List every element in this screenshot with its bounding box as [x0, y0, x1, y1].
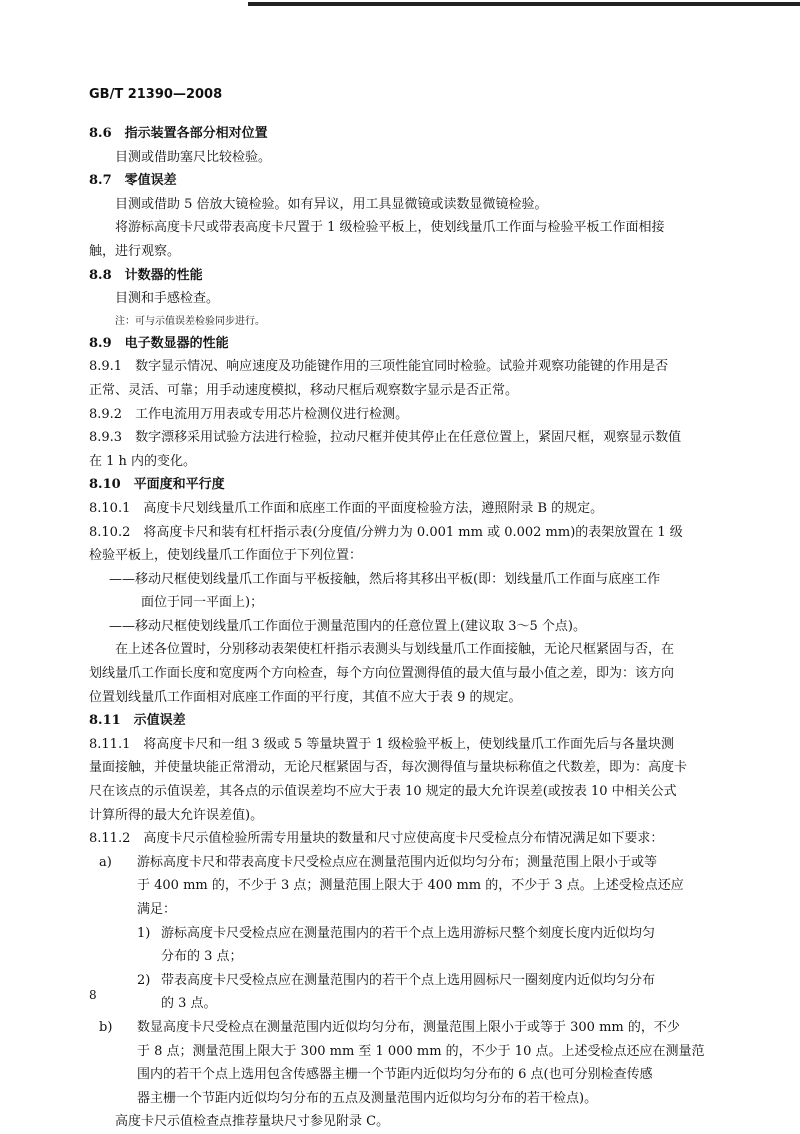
paragraph-line: [89, 638, 725, 662]
line-text: 围内的若干个点上选用包含传感器主栅一个节距内近似均匀分布的 6 点(也可分别检查传感: [137, 1067, 653, 1083]
paragraph-line: [89, 804, 725, 828]
line-text: 8.11.2 高度卡尺示值检验所需专用量块的数量和尺寸应使高度卡尺受检点分布情况满足如下要求：: [89, 831, 664, 847]
paragraph-line: [89, 403, 725, 427]
line-text: 8.9.1 数字显示情况、响应速度及功能键作用的三项性能宜同时检验。试验并观察功能键的作用是否: [89, 359, 669, 375]
paragraph-line: [89, 355, 725, 379]
paragraph-line: [89, 1040, 725, 1064]
paragraph-line: [89, 544, 725, 568]
paragraph-line: [89, 240, 725, 264]
line-text: ——移动尺框使划线量爪工作面与平板接触，然后将其移出平板(即：划线量爪工作面与底座工作: [109, 571, 661, 587]
paragraph-line: [89, 662, 725, 686]
line-text: 满足：: [137, 902, 177, 917]
paragraph-line: [89, 945, 725, 969]
paragraph-line: [89, 898, 725, 922]
paragraph-line: [89, 521, 725, 545]
paragraph-line: [89, 922, 725, 946]
paragraph-line: [89, 568, 725, 592]
paragraph-line: [89, 780, 725, 804]
line-text: 量面接触，并使量块能正常滑动，无论尺框紧固与否，每次测得值与量块标称值之代数差，即为：高度卡: [89, 760, 688, 776]
line-text: 位置划线量爪工作面相对底座工作面的平行度，其值不应大于表 9 的规定。: [89, 689, 522, 705]
section-heading: [89, 709, 725, 733]
line-text: 目测或借助塞尺比较检验。: [115, 149, 272, 165]
line-text: 正常、灵活、可靠；用手动速度模拟，移动尺框后观察数字显示是否正常。: [89, 382, 519, 398]
section-heading: [89, 473, 725, 497]
line-text: 面位于同一平面上)；: [141, 595, 264, 611]
paragraph-line: [89, 686, 725, 710]
line-text: 注：可与示值误差检验同步进行。: [115, 315, 265, 327]
note-text: [89, 311, 725, 332]
line-text: 8.8 计数器的性能: [89, 267, 203, 283]
list-label: 2): [137, 972, 151, 988]
paragraph-line: [89, 379, 725, 403]
line-text: 计算所得的最大允许误差值)。: [89, 807, 264, 823]
paragraph-line: [89, 287, 725, 311]
paragraph-line: [89, 827, 725, 851]
section-heading: [89, 264, 725, 288]
line-text: 8.10.2 将高度卡尺和装有杠杆指示表(分度值/分辨力为 0.001 mm 或 0.002 mm)的表架放置在 1 级: [89, 524, 683, 540]
line-text: 游标高度卡尺受检点应在测量范围内的若干个点上选用游标尺整个刻度长度内近似均匀: [161, 925, 656, 941]
header-rule: [248, 2, 800, 6]
paragraph-line: [89, 426, 725, 450]
paragraph-line: [89, 1087, 725, 1111]
standard-number: GB/T 21390—2008: [89, 87, 223, 102]
paragraph-line: [89, 733, 725, 757]
line-text: 目测和手感检查。: [115, 291, 220, 307]
paragraph-line: [89, 450, 725, 474]
paragraph-line: [89, 216, 725, 240]
body-text: [89, 122, 725, 1134]
paragraph-line: [89, 146, 725, 170]
line-text: 将游标高度卡尺或带表高度卡尺置于 1 级检验平板上，使划线量爪工作面与检验平板工作面相接: [115, 220, 665, 236]
list-label: b): [99, 1019, 113, 1035]
line-text: 分布的 3 点；: [161, 949, 243, 965]
section-heading: [89, 122, 725, 146]
section-heading: [89, 332, 725, 356]
line-text: ——移动尺框使划线量爪工作面位于测量范围内的任意位置上(建议取 3～5 个点)。: [109, 618, 586, 634]
paragraph-line: [89, 874, 725, 898]
paragraph-line: [89, 1110, 725, 1134]
list-label: a): [99, 854, 112, 870]
line-text: 划线量爪工作面长度和宽度两个方向检查，每个方向位置测得值的最大值与最小值之差，即为：该方向: [89, 666, 675, 682]
line-text: 8.6 指示装置各部分相对位置: [89, 126, 268, 141]
paragraph-line: [89, 591, 725, 615]
paragraph-line: [89, 969, 725, 993]
line-text: 的 3 点。: [161, 996, 217, 1012]
line-text: 数显高度卡尺受检点在测量范围内近似均匀分布，测量范围上限小于或等于 300 mm 的，不少: [137, 1019, 680, 1035]
line-text: 检验平板上，使划线量爪工作面位于下列位置：: [89, 548, 363, 564]
line-text: 高度卡尺示值检查点推荐量块尺寸参见附录 C。: [115, 1114, 390, 1130]
paragraph-line: [89, 992, 725, 1016]
line-text: 触，进行观察。: [89, 243, 181, 259]
line-text: 8.11 示值误差: [89, 713, 186, 729]
line-text: 8.11.1 将高度卡尺和一组 3 级或 5 等量块置于 1 级检验平板上，使划线量爪工作面先后与各量块测: [89, 736, 674, 752]
paragraph-line: [89, 851, 725, 875]
line-text: 器主栅一个节距内近似均匀分布的五点及测量范围内近似均匀分布的若干检点)。: [137, 1090, 598, 1106]
line-text: 于 8 点；测量范围上限大于 300 mm 至 1 000 mm 的，不少于 10 点。上述受检点还应在测量范: [137, 1043, 705, 1059]
page-number: 8: [89, 988, 97, 1002]
line-text: 8.9.2 工作电流用万用表或专用芯片检测仪进行检测。: [89, 406, 409, 422]
line-text: 尺在该点的示值误差，其各点的示值误差均不应大于表 10 规定的最大允许误差(或按表 10 中相关公式: [89, 784, 677, 800]
line-text: 在上述各位置时，分别移动表架使杠杆指示表测头与划线量爪工作面接触，无论尺框紧固与否，在: [115, 642, 675, 658]
paragraph-line: [89, 756, 725, 780]
line-text: 带表高度卡尺受检点应在测量范围内的若干个点上选用圆标尺一圈刻度内近似均匀分布: [161, 972, 656, 988]
section-heading: [89, 169, 725, 193]
list-label: 1): [137, 925, 151, 941]
line-text: 8.10 平面度和平行度: [89, 477, 225, 493]
line-text: 目测或借助 5 倍放大镜检验。如有异议，用工具显微镜或读数显微镜检验。: [115, 196, 548, 212]
paragraph-line: [89, 1016, 725, 1040]
line-text: 在 1 h 内的变化。: [89, 453, 197, 469]
paragraph-line: [89, 497, 725, 521]
line-text: 于 400 mm 的，不少于 3 点；测量范围上限大于 400 mm 的，不少于 3 点。上述受检点还应: [137, 878, 684, 894]
line-text: 8.7 零值误差: [89, 173, 177, 189]
paragraph-line: [89, 615, 725, 639]
line-text: 游标高度卡尺和带表高度卡尺受检点应在测量范围内近似均匀分布；测量范围上限小于或等: [137, 854, 658, 870]
line-text: 8.9 电子数显器的性能: [89, 335, 229, 351]
paragraph-line: [89, 193, 725, 217]
line-text: 8.10.1 高度卡尺划线量爪工作面和底座工作面的平面度检验方法，遵照附录 B 的规定。: [89, 500, 604, 516]
line-text: 8.9.3 数字漂移采用试验方法进行检验，拉动尺框并使其停止在任意位置上，紧固尺框，观察显示数值: [89, 430, 682, 446]
